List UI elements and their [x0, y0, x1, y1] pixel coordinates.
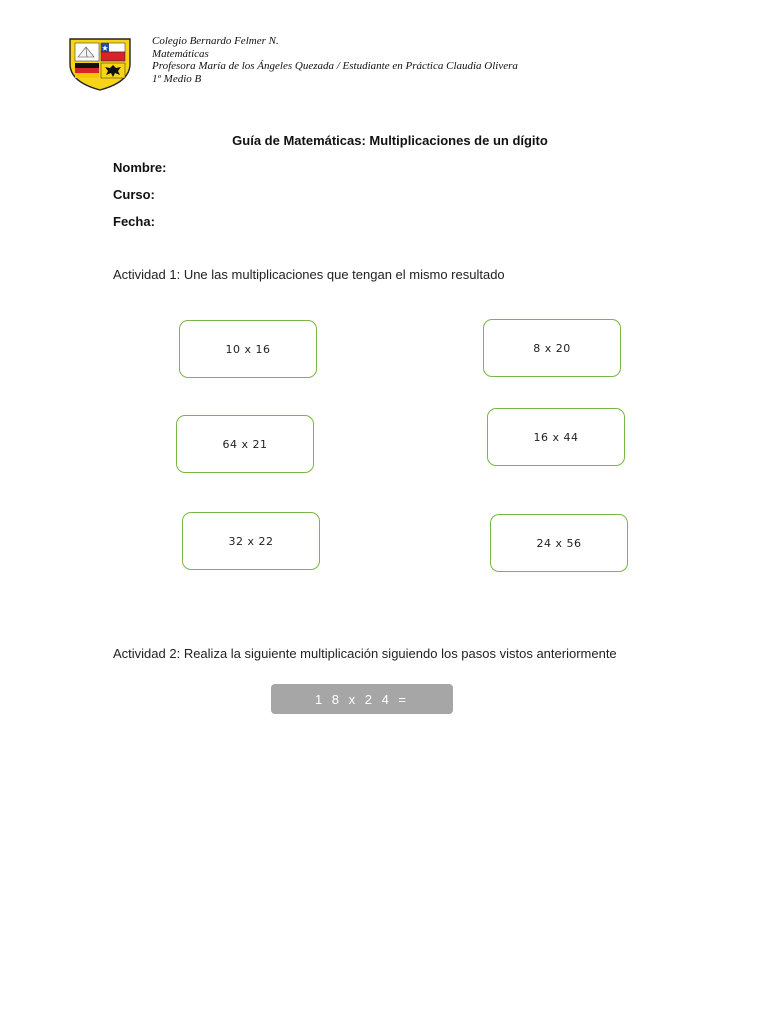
school-crest-logo	[66, 34, 134, 92]
grade-line: 1º Medio B	[152, 72, 202, 85]
activity1-instruction: Actividad 1: Une las multiplicaciones que tengan el mismo resultado	[113, 267, 505, 282]
name-label: Nombre:	[113, 160, 167, 175]
multiplication-box-right-3: 24 x 56	[490, 514, 628, 572]
multiplication-box-right-1: 8 x 20	[483, 319, 621, 377]
teachers-line: Profesora María de los Ángeles Quezada / Estudiante en Práctica Claudia Olivera	[152, 60, 518, 73]
header	[152, 35, 518, 85]
multiplication-problem-bar: 1 8 x 2 4 =	[271, 684, 453, 714]
page-title: Guía de Matemáticas: Multiplicaciones de un dígito	[232, 133, 548, 148]
subject-name: Matemáticas	[152, 47, 209, 60]
multiplication-box-left-3: 32 x 22	[182, 512, 320, 570]
multiplication-box-right-2: 16 x 44	[487, 408, 625, 466]
school-name: Colegio Bernardo Felmer N.	[152, 35, 279, 47]
multiplication-box-left-2: 64 x 21	[176, 415, 314, 473]
activity2-instruction: Actividad 2: Realiza la siguiente multiplicación siguiendo los pasos vistos anteriormente	[113, 646, 617, 661]
date-label: Fecha:	[113, 214, 155, 229]
course-label: Curso:	[113, 187, 155, 202]
multiplication-box-left-1: 10 x 16	[179, 320, 317, 378]
